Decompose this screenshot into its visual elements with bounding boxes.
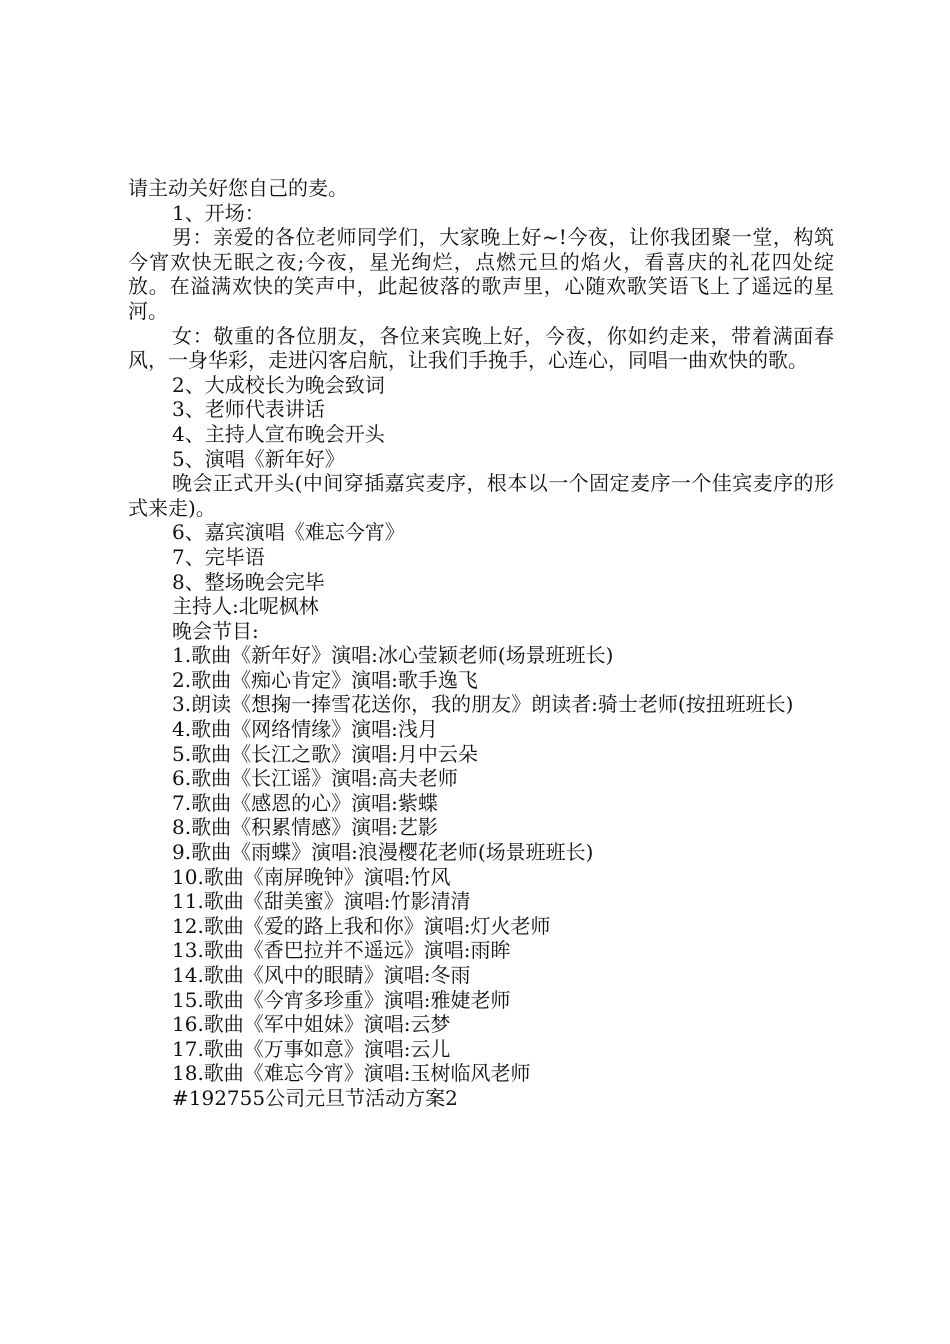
item-guest-sing: 6、嘉宾演唱《难忘今宵》 (172, 520, 405, 545)
item-host-announce: 4、主持人宣布晚会开头 (172, 421, 385, 446)
program-item: 10.歌曲《南屏晚钟》演唱:竹风 (172, 864, 451, 889)
program-item: 16.歌曲《军中姐妹》演唱:云梦 (172, 1012, 451, 1037)
program-item: 2.歌曲《痴心肯定》演唱:歌手逸飞 (172, 667, 478, 692)
program-item: 18.歌曲《难忘今宵》演唱:玉树临风老师 (172, 1061, 531, 1086)
program-item: 15.歌曲《今宵多珍重》演唱:雅婕老师 (172, 987, 511, 1012)
program-item: 1.歌曲《新年好》演唱:冰心莹颖老师(场景班班长) (172, 643, 614, 668)
item-principal-speech: 2、大成校长为晚会致词 (172, 372, 385, 397)
program-item: 12.歌曲《爱的路上我和你》演唱:灯火老师 (172, 913, 551, 938)
program-item: 4.歌曲《网络情缘》演唱:浅月 (172, 717, 438, 742)
program-item: 7.歌曲《感恩的心》演唱:紫蝶 (172, 790, 438, 815)
item-sing-new-year: 5、演唱《新年好》 (172, 446, 345, 471)
document-footer-title: #192755公司元旦节活动方案2 (172, 1085, 458, 1110)
program-item: 13.歌曲《香巴拉并不遥远》演唱:雨眸 (172, 938, 511, 963)
paragraph-female-host: 女：敬重的各位朋友，各位来宾晚上好，今夜，你如约走来，带着满面春风，一身华彩，走进闪客启航，让我们手挽手，心连心，同唱一曲欢快的歌。 (128, 323, 834, 373)
host-name: 主持人:北呢枫林 (172, 594, 319, 619)
paragraph-male-host: 男：亲爱的各位老师同学们，大家晚上好~!今夜，让你我团聚一堂，构筑今宵欢快无眠之夜;今夜，星光绚烂，点燃元旦的焰火，看喜庆的礼花四处绽放。在溢满欢快的笑声中，此起彼落的歌声里，心随欢歌笑语飞上了遥远的星河。 (128, 225, 834, 323)
item-teacher-speech: 3、老师代表讲话 (172, 397, 325, 422)
program-item: 6.歌曲《长江谣》演唱:高夫老师 (172, 766, 458, 791)
program-item: 14.歌曲《风中的眼睛》演唱:冬雨 (172, 963, 471, 987)
program-item: 11.歌曲《甜美蜜》演唱:竹影清清 (172, 889, 471, 914)
document-page (128, 176, 834, 1111)
item-gala-end: 8、整场晚会完毕 (172, 569, 325, 594)
paragraph-formal-start: 晚会正式开头(中间穿插嘉宾麦序，根本以一个固定麦序一个佳宾麦序的形式来走)。 (128, 471, 834, 520)
program-item: 17.歌曲《万事如意》演唱:云儿 (172, 1036, 451, 1061)
program-item: 3.朗读《想掬一捧雪花送你，我的朋友》朗读者:骑士老师(按扭班班长) (172, 692, 794, 717)
program-heading: 晚会节目: (172, 618, 259, 643)
program-item: 8.歌曲《积累情感》演唱:艺影 (172, 815, 438, 840)
program-item: 9.歌曲《雨蝶》演唱:浪漫樱花老师(场景班班长) (172, 840, 594, 865)
program-item: 5.歌曲《长江之歌》演唱:月中云朵 (172, 741, 478, 766)
item-opening: 1、开场： (172, 200, 265, 225)
paragraph-mic-reminder: 请主动关好您自己的麦。 (128, 176, 348, 200)
program-list (128, 643, 834, 1086)
item-closing-words: 7、完毕语 (172, 544, 265, 569)
